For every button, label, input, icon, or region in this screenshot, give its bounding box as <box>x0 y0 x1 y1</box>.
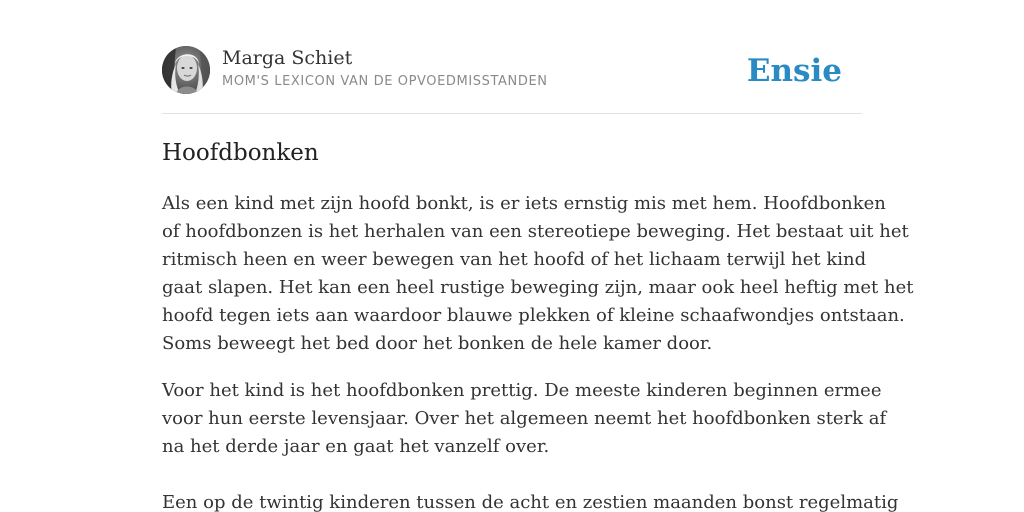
ensie-logo[interactable]: Ensie <box>746 53 842 89</box>
author-name[interactable]: Marga Schiet <box>222 47 353 69</box>
paragraph-line: voor hun eerste levensjaar. Over het algemeen neemt het hoofdbonken sterk af <box>162 408 887 429</box>
collection-name[interactable]: MOM'S LEXICON VAN DE OPVOEDMISSTANDEN <box>222 74 548 89</box>
article-body <box>162 190 914 512</box>
header-divider <box>162 113 862 114</box>
paragraph-line: hoofd tegen iets aan waardoor blauwe plekken of kleine schaafwondjes ontstaan. <box>162 305 905 326</box>
article-title: Hoofdbonken <box>162 140 319 166</box>
paragraph-line: na het derde jaar en gaat het vanzelf over. <box>162 436 550 457</box>
paragraph <box>162 190 914 358</box>
paragraph-line: ritmisch heen en weer bewegen van het hoofd of het lichaam terwijl het kind <box>162 249 867 270</box>
paragraph-line: Soms beweegt het bed door het bonken de hele kamer door. <box>162 333 713 354</box>
paragraph-line: gaat slapen. Het kan een heel rustige beweging zijn, maar ook heel heftig met het <box>162 277 914 298</box>
author-photo-icon <box>162 46 210 94</box>
paragraph-line: Als een kind met zijn hoofd bonkt, is er iets ernstig mis met hem. Hoofdbonken <box>162 193 886 214</box>
paragraph-line: Voor het kind is het hoofdbonken prettig. De meeste kinderen beginnen ermee <box>162 380 882 401</box>
paragraph-line: Een op de twintig kinderen tussen de acht en zestien maanden bonst regelmatig <box>162 492 899 512</box>
paragraph-line: of hoofdbonzen is het herhalen van een stereotiepe beweging. Het bestaat uit het <box>162 221 909 242</box>
paragraph <box>162 377 887 461</box>
article-header <box>162 46 862 96</box>
author-avatar[interactable] <box>162 46 210 94</box>
paragraph <box>162 489 899 512</box>
